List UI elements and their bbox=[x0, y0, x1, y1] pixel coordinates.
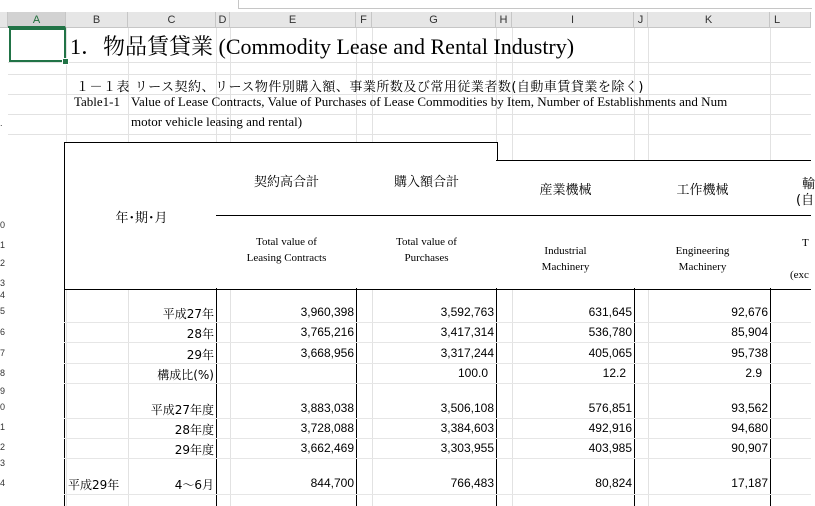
purchases-value[interactable]: 3,317,244 bbox=[440, 346, 494, 360]
engineering-value[interactable]: 85,904 bbox=[731, 325, 768, 339]
purchases-value[interactable]: 3,506,108 bbox=[440, 401, 494, 415]
header-divider bbox=[634, 215, 771, 216]
total-purchases-header bbox=[356, 142, 498, 290]
row-label[interactable]: 構成比(%) bbox=[157, 368, 214, 382]
column-header-g[interactable]: G bbox=[372, 12, 496, 28]
table-border bbox=[634, 288, 635, 506]
column-header-e[interactable]: E bbox=[230, 12, 356, 28]
industrial-value[interactable]: 536,780 bbox=[588, 325, 632, 339]
select-all-corner[interactable] bbox=[0, 12, 8, 28]
industrial-value[interactable]: 80,824 bbox=[595, 476, 632, 490]
engineering-value[interactable]: 95,738 bbox=[731, 346, 768, 360]
formula-bar-area bbox=[0, 0, 811, 12]
header-en-text: Purchases bbox=[404, 252, 449, 264]
table-border bbox=[770, 288, 771, 506]
header-ja-text: 契約高合計 bbox=[253, 175, 319, 190]
column-header-b[interactable]: B bbox=[66, 12, 128, 28]
row-header[interactable]: . bbox=[0, 118, 3, 128]
row-label[interactable]: 29年度 bbox=[174, 443, 214, 457]
sheet-title: 1．物品賃貸業 (Commodity Lease and Rental Industry) bbox=[70, 34, 575, 59]
active-cell[interactable] bbox=[9, 28, 66, 62]
header-en-text: Total value of bbox=[256, 236, 317, 248]
purchases-value[interactable]: 3,592,763 bbox=[440, 305, 494, 319]
contracts-value[interactable]: 3,960,398 bbox=[300, 305, 354, 319]
row-label[interactable]: 28年 bbox=[186, 327, 214, 341]
industrial-value[interactable]: 12.2 bbox=[602, 366, 626, 380]
gridline bbox=[8, 114, 811, 115]
period-header-label: 年･期･月 bbox=[115, 211, 168, 226]
transport-equipment-header bbox=[770, 160, 815, 290]
fill-handle[interactable] bbox=[62, 58, 69, 65]
column-header-c[interactable]: C bbox=[128, 12, 216, 28]
engineering-value[interactable]: 90,907 bbox=[731, 441, 768, 455]
header-divider bbox=[216, 215, 357, 216]
row-header[interactable]: 1 bbox=[0, 240, 6, 250]
row-era-label[interactable]: 平成29年 bbox=[68, 478, 120, 492]
column-header-i[interactable]: I bbox=[512, 12, 634, 28]
table-border bbox=[496, 288, 497, 506]
row-label[interactable]: 平成27年 bbox=[162, 307, 214, 321]
formula-bar[interactable] bbox=[238, 0, 812, 9]
row-label[interactable]: 4～6月 bbox=[174, 478, 214, 492]
header-ja-text: 産業機械 bbox=[539, 183, 592, 198]
row-separator bbox=[64, 322, 811, 323]
industrial-machinery-header bbox=[496, 160, 636, 290]
table-border bbox=[356, 288, 357, 506]
header-divider bbox=[770, 215, 811, 216]
column-header-j[interactable]: J bbox=[634, 12, 648, 28]
period-header-cell bbox=[64, 142, 219, 290]
row-header[interactable]: 2 bbox=[0, 442, 6, 452]
contracts-value[interactable]: 3,728,088 bbox=[300, 421, 354, 435]
column-header-f[interactable]: F bbox=[356, 12, 372, 28]
gridline bbox=[8, 74, 811, 75]
row-header[interactable]: 3 bbox=[0, 458, 6, 468]
engineering-machinery-header bbox=[634, 160, 772, 290]
column-header-h[interactable]: H bbox=[496, 12, 512, 28]
column-header-d[interactable]: D bbox=[216, 12, 230, 28]
row-header[interactable]: 6 bbox=[0, 327, 6, 337]
engineering-value[interactable]: 17,187 bbox=[731, 476, 768, 490]
header-en-text: Engineering bbox=[675, 245, 730, 257]
row-header[interactable]: 3 bbox=[0, 278, 6, 288]
header-ja-text: 工作機械 bbox=[676, 183, 729, 198]
purchases-value[interactable]: 100.0 bbox=[457, 366, 488, 380]
row-header[interactable]: 8 bbox=[0, 368, 6, 378]
row-separator bbox=[64, 342, 811, 343]
contracts-value[interactable]: 3,668,956 bbox=[300, 346, 354, 360]
row-separator bbox=[64, 418, 811, 419]
engineering-value[interactable]: 92,676 bbox=[731, 305, 768, 319]
header-en-text: Leasing Contracts bbox=[246, 252, 327, 264]
row-header[interactable]: 4 bbox=[0, 290, 6, 300]
contracts-value[interactable]: 3,662,469 bbox=[300, 441, 354, 455]
table-subtitle-en-cont: motor vehicle leasing and rental) bbox=[131, 114, 303, 129]
industrial-value[interactable]: 403,985 bbox=[588, 441, 632, 455]
purchases-value[interactable]: 3,417,314 bbox=[440, 325, 494, 339]
header-en-text: T bbox=[802, 237, 809, 249]
header-en-text: Machinery bbox=[678, 261, 727, 273]
row-header[interactable]: 2 bbox=[0, 258, 6, 268]
row-header[interactable]: 5 bbox=[0, 306, 6, 316]
header-en-text: Industrial bbox=[544, 245, 587, 257]
row-header[interactable]: 1 bbox=[0, 422, 6, 432]
header-ja-text: 購入額合計 bbox=[393, 175, 459, 190]
row-label[interactable]: 28年度 bbox=[174, 423, 214, 437]
purchases-value[interactable]: 3,384,603 bbox=[440, 421, 494, 435]
header-divider bbox=[496, 215, 635, 216]
row-header[interactable]: 7 bbox=[0, 348, 6, 358]
engineering-value[interactable]: 2.9 bbox=[745, 366, 762, 380]
engineering-value[interactable]: 93,562 bbox=[731, 401, 768, 415]
gridline bbox=[8, 62, 811, 63]
table-subtitle-ja: １－１表 リース契約、リース物件別購入額、事業所数及び常用従業者数(自動車賃貸業を除く) bbox=[76, 80, 644, 95]
engineering-value[interactable]: 94,680 bbox=[731, 421, 768, 435]
row-header[interactable]: 0 bbox=[0, 220, 6, 230]
purchases-value[interactable]: 766,483 bbox=[450, 476, 494, 490]
row-label[interactable]: 平成27年度 bbox=[150, 403, 214, 417]
gridline bbox=[8, 134, 811, 135]
industrial-value[interactable]: 405,065 bbox=[588, 346, 632, 360]
row-separator bbox=[64, 383, 811, 384]
purchases-value[interactable]: 3,303,955 bbox=[440, 441, 494, 455]
row-header[interactable]: 9 bbox=[0, 386, 6, 396]
total-contracts-header bbox=[216, 142, 358, 290]
header-en-text: Total value of bbox=[396, 236, 457, 248]
contracts-value[interactable]: 3,765,216 bbox=[300, 325, 354, 339]
row-header[interactable]: 0 bbox=[0, 402, 6, 412]
table-id-label: Table1-1 bbox=[74, 94, 121, 109]
industrial-value[interactable]: 631,645 bbox=[588, 305, 632, 319]
row-label[interactable]: 29年 bbox=[186, 348, 214, 362]
contracts-value[interactable]: 844,700 bbox=[310, 476, 354, 490]
row-separator bbox=[64, 494, 811, 495]
header-ja-text: 輸 bbox=[802, 177, 815, 192]
contracts-value[interactable]: 3,883,038 bbox=[300, 401, 354, 415]
row-separator bbox=[64, 438, 811, 439]
header-en-text: Machinery bbox=[541, 261, 590, 273]
row-separator bbox=[64, 458, 811, 459]
header-divider bbox=[356, 215, 497, 216]
header-en-text: (exc bbox=[790, 269, 809, 281]
column-header-a[interactable]: A bbox=[8, 12, 66, 28]
header-ja-text: (自 bbox=[796, 193, 815, 208]
column-header-k[interactable]: K bbox=[648, 12, 770, 28]
column-header-l[interactable]: L bbox=[770, 12, 811, 28]
row-separator bbox=[64, 363, 811, 364]
table-subtitle-en: Value of Lease Contracts, Value of Purchases of Lease Commodities by Item, Number of Establishments and Num bbox=[131, 94, 728, 109]
table-border bbox=[216, 288, 217, 506]
industrial-value[interactable]: 492,916 bbox=[588, 421, 632, 435]
row-header[interactable]: 4 bbox=[0, 478, 6, 488]
industrial-value[interactable]: 576,851 bbox=[588, 401, 632, 415]
table-border bbox=[64, 288, 65, 506]
